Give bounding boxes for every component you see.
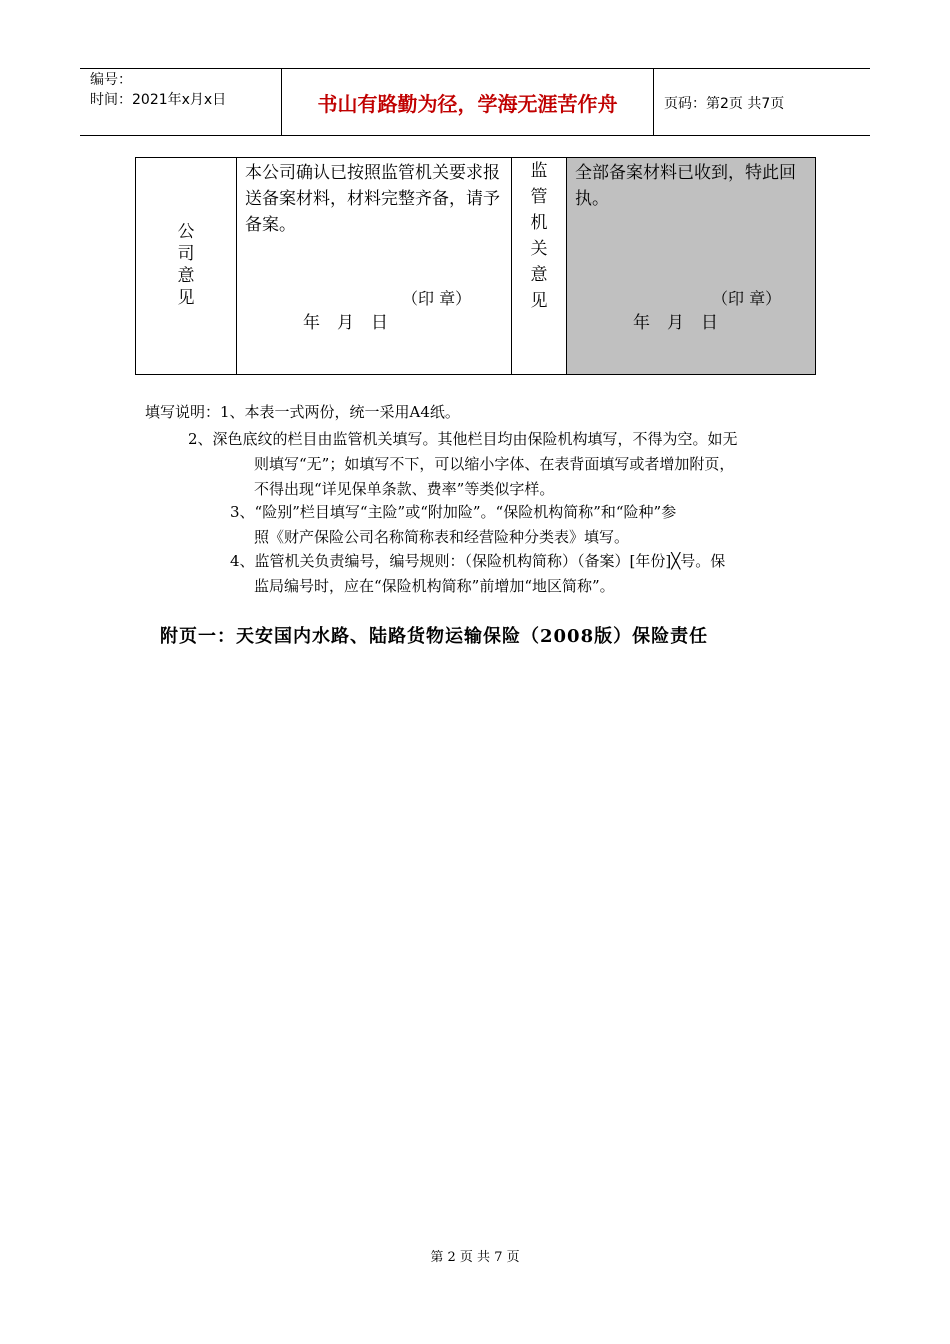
header-divider-right xyxy=(653,68,654,136)
note-4-line-2: 监局编号时，应在“保险机构简称”前增加“地区简称”。 xyxy=(254,577,615,595)
header-slogan: 书山有路勤为径，学海无涯苦作舟 xyxy=(317,92,618,116)
company-date: 年 月 日 xyxy=(303,313,388,333)
note-2-line-3: 不得出现“详见保单条款、费率”等类似字样。 xyxy=(254,480,555,498)
header-bottom-rule xyxy=(80,135,870,136)
company-opinion-label-cell xyxy=(136,158,237,375)
appendix-title: 附页一：天安国内水路、陆路货物运输保险（2008版）保险责任 xyxy=(160,626,709,647)
note-3-line-2: 照《财产保险公司名称简称表和经营险种分类表》填写。 xyxy=(254,528,630,546)
regulator-opinion-cell xyxy=(567,158,816,375)
company-opinion-cell xyxy=(237,158,512,375)
regulator-opinion-label-cell xyxy=(512,158,567,375)
page-footer: 第 2 页 共 7 页 xyxy=(430,1250,520,1265)
company-seal: （印 章） xyxy=(402,289,472,308)
regulator-opinion-label: 监 管 机 关 意 见 xyxy=(530,161,548,311)
company-opinion-text: 本公司确认已按照监管机关要求报送备案材料，材料完整齐备，请予备案。 xyxy=(245,163,500,235)
document-time-label: 时间：2021年x月x日 xyxy=(90,92,227,108)
regulator-date: 年 月 日 xyxy=(633,313,718,333)
note-3-line-1: 3、“险别”栏目填写“主险”或“附加险”。“保险机构简称”和“险种”参 xyxy=(230,503,677,521)
regulator-opinion-text: 全部备案材料已收到，特此回执。 xyxy=(575,163,796,209)
note-4-line-1: 4、监管机关负责编号，编号规则：（保险机构简称）（备案）[年份]╳号。保 xyxy=(230,552,726,570)
regulator-seal: （印 章） xyxy=(712,289,782,308)
header-top-rule xyxy=(80,68,870,69)
note-1: 填写说明：1、本表一式两份，统一采用A4纸。 xyxy=(145,403,460,421)
filing-opinion-table xyxy=(135,157,816,375)
company-opinion-label: 公 司 意 见 xyxy=(177,222,195,308)
header-meta xyxy=(90,70,226,110)
note-2-line-2: 则填写“无”；如填写不下，可以缩小字体、在表背面填写或者增加附页， xyxy=(254,455,735,473)
note-2-line-1: 2、深色底纹的栏目由监管机关填写。其他栏目均由保险机构填写，不得为空。如无 xyxy=(188,430,738,448)
header-page-info: 页码：第2页 共7页 xyxy=(664,96,785,112)
document-number-label: 编号： xyxy=(90,72,132,88)
